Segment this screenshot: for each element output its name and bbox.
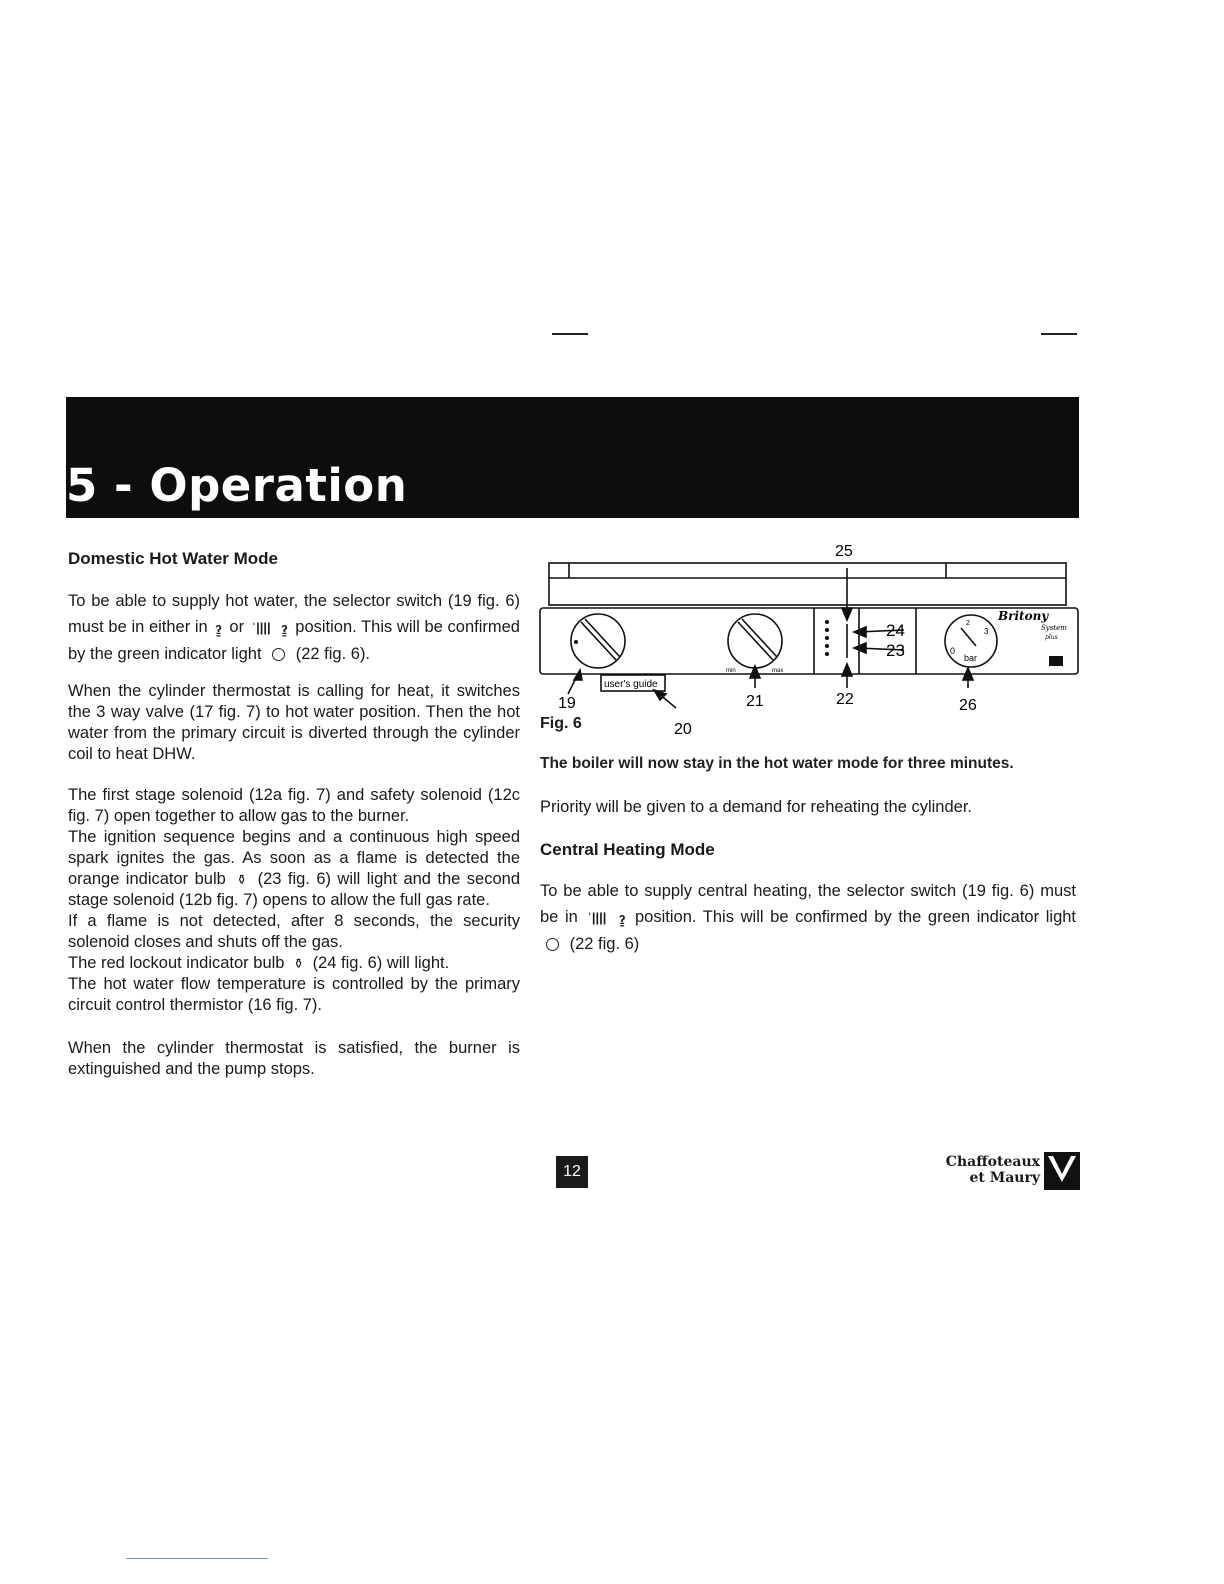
tap-icon: ɂ̳ [281, 620, 288, 635]
right-column [540, 797, 1080, 957]
dhw-paragraph-3a: The first stage solenoid (12a fig. 7) and safety solenoid (12c fig. 7) open together to allow gas to the burner. [68, 786, 520, 825]
logo-line-2: et Maury [969, 1170, 1040, 1186]
dhw-p3-l2b: (23 fig. 6) will light and the second stage solenoid (12b fig. 7) opens to allow the full gas rate. [68, 870, 520, 909]
tap-icon: ɂ̳ [619, 910, 626, 925]
dhw-paragraph-3e: The hot water flow temperature is controlled by the primary circuit control thermistor (16 fig. 7). [68, 975, 520, 1014]
callout-26: 26 [959, 697, 977, 714]
callout-21: 21 [746, 693, 764, 710]
callout-19: 19 [558, 695, 576, 712]
top-dash-1 [552, 333, 588, 335]
dhw-paragraph-3d [68, 953, 520, 974]
tap-icon: ɂ̳ [215, 620, 222, 635]
logo-line-1: Chaffoteaux [945, 1154, 1040, 1170]
bar-label: bar [964, 653, 978, 663]
max-label: max [772, 668, 784, 674]
dhw-p1-a: To be able to supply hot water, the selector switch (19 fig. 6) must be in either in [68, 592, 520, 636]
circle-light-icon [272, 648, 285, 661]
ch-c: (22 fig. 6) [569, 935, 640, 953]
gauge-two: 2 [966, 620, 970, 627]
dhw-p3-l4b: (24 fig. 6) will light. [312, 954, 450, 972]
brand-sub-2: plus [1045, 634, 1058, 641]
radiator-icon: ˈ|||| [251, 620, 271, 635]
bulb-icon: ⚱ [236, 872, 248, 887]
figure-caption: The boiler will now stay in the hot water mode for three minutes. [540, 755, 1014, 772]
brand-sub-1: System [1041, 624, 1067, 632]
section-title: 5 - Operation [66, 459, 408, 512]
gauge-zero: 0 [950, 646, 956, 656]
callout-24: 24 [886, 621, 905, 640]
dhw-paragraph-3c: If a flame is not detected, after 8 seconds, the security solenoid closes and shuts off the gas. [68, 912, 520, 951]
dhw-p1-b: position. This will be confirmed by the green indicator light [68, 618, 520, 663]
gauge-three: 3 [984, 627, 989, 636]
ch-heading: Central Heating Mode [540, 840, 715, 859]
users-guide-label: user's guide [604, 679, 658, 690]
dhw-p3-l4a: The red lockout indicator bulb [68, 954, 285, 972]
ch-paragraph [540, 878, 1076, 957]
dhw-paragraph-2: When the cylinder thermostat is calling for heat, it switches the 3 way valve (17 fig. 7) to hot water position. Then the hot water from the primary circuit is diverted through the cylinder coil to heat DHW. [68, 682, 520, 763]
top-dash-2 [1041, 333, 1077, 335]
min-label: min [726, 668, 736, 674]
dhw-paragraph-1 [68, 588, 520, 667]
callout-22: 22 [836, 691, 854, 708]
brand-logo: Britony [998, 609, 1049, 623]
callout-23: 23 [886, 641, 905, 660]
dhw-heading: Domestic Hot Water Mode [68, 549, 279, 568]
dhw-p3-l2: The ignition sequence begins and a continuous high speed spark ignites the gas. As soon as a flame is detected the orange indicator bulb [68, 828, 520, 888]
footer-rule [126, 1558, 268, 1559]
brand-footer-logo [940, 1152, 1080, 1192]
section-banner [66, 397, 1079, 518]
page-number: 12 [556, 1156, 588, 1188]
bulb-icon: ⚱ [293, 956, 304, 971]
logo-v-icon [1044, 1152, 1080, 1190]
dhw-paragraph-3b [68, 827, 520, 911]
circle-light-icon [546, 938, 559, 951]
figure-label: Fig. 6 [540, 715, 582, 732]
callout-20: 20 [674, 721, 692, 738]
priority-text: Priority will be given to a demand for reheating the cylinder. [540, 798, 972, 816]
dhw-p1-or: or [229, 618, 245, 636]
dhw-paragraph-4: When the cylinder thermostat is satisfied, the burner is extinguished and the pump stops. [68, 1039, 520, 1078]
left-column [68, 548, 520, 1080]
radiator-icon: ˈ|||| [587, 910, 607, 925]
dhw-p1-c: (22 fig. 6). [295, 645, 371, 663]
callout-25: 25 [835, 543, 853, 560]
ch-b: position. This will be confirmed by the green indicator light [635, 908, 1077, 926]
logo-text [946, 1154, 1040, 1186]
ch-a: To be able to supply central heating, the selector switch (19 fig. 6) must be in [540, 882, 1076, 926]
